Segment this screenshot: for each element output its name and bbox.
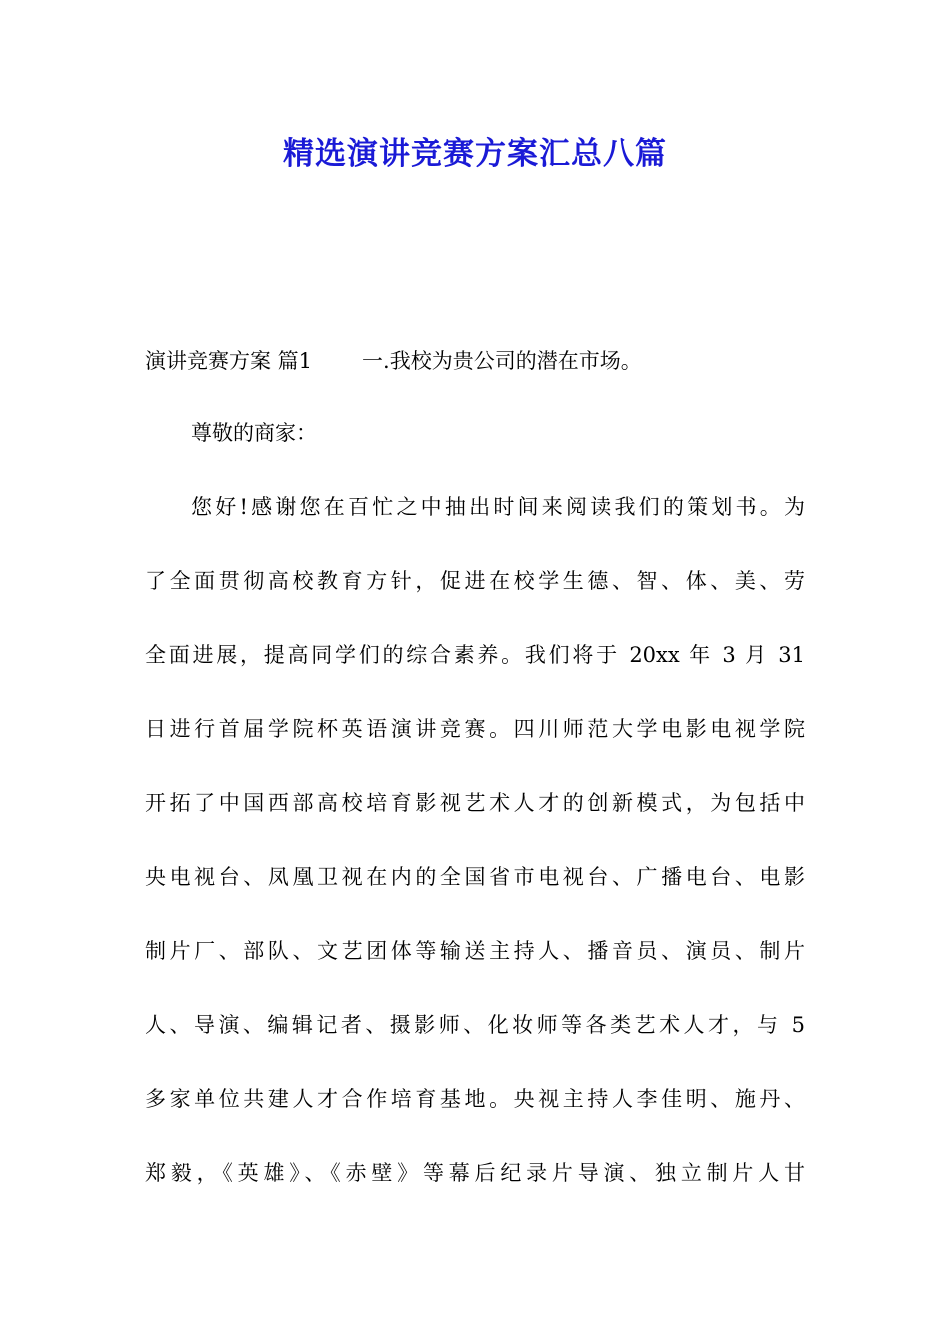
document-title: 精选演讲竞赛方案汇总八篇: [283, 136, 667, 172]
body-line: 日进行首届学院杯英语演讲竞赛。四川师范大学电影电视学院: [145, 717, 805, 741]
body-line: 您好!感谢您在百忙之中抽出时间来阅读我们的策划书。为: [191, 495, 805, 519]
body-text: [145, 413, 805, 1227]
body-line: 郑毅，《英雄》、《赤壁》等幕后纪录片导演、独立制片人甘: [145, 1161, 805, 1185]
section-first-sentence: 一.我校为贵公司的潜在市场。: [362, 349, 642, 373]
section-heading-line: [145, 345, 642, 375]
body-line: 央电视台、凤凰卫视在内的全国省市电视台、广播电台、电影: [145, 865, 805, 889]
body-line: 开拓了中国西部高校培育影视艺术人才的创新模式，为包括中: [145, 791, 805, 815]
body-line: 了全面贯彻高校教育方针，促进在校学生德、智、体、美、劳: [145, 569, 805, 593]
body-line: 全面进展，提高同学们的综合素养。我们将于 20xx 年 3 月 31: [145, 643, 805, 667]
body-line: 多家单位共建人才合作培育基地。央视主持人李佳明、施丹、: [145, 1087, 805, 1111]
section-label: 演讲竞赛方案 篇1: [145, 349, 313, 373]
salutation: 尊敬的商家：: [191, 421, 317, 445]
body-line: 人、导演、编辑记者、摄影师、化妆师等各类艺术人才，与 5: [145, 1013, 805, 1037]
body-line: 制片厂、部队、文艺团体等输送主持人、播音员、演员、制片: [145, 939, 805, 963]
